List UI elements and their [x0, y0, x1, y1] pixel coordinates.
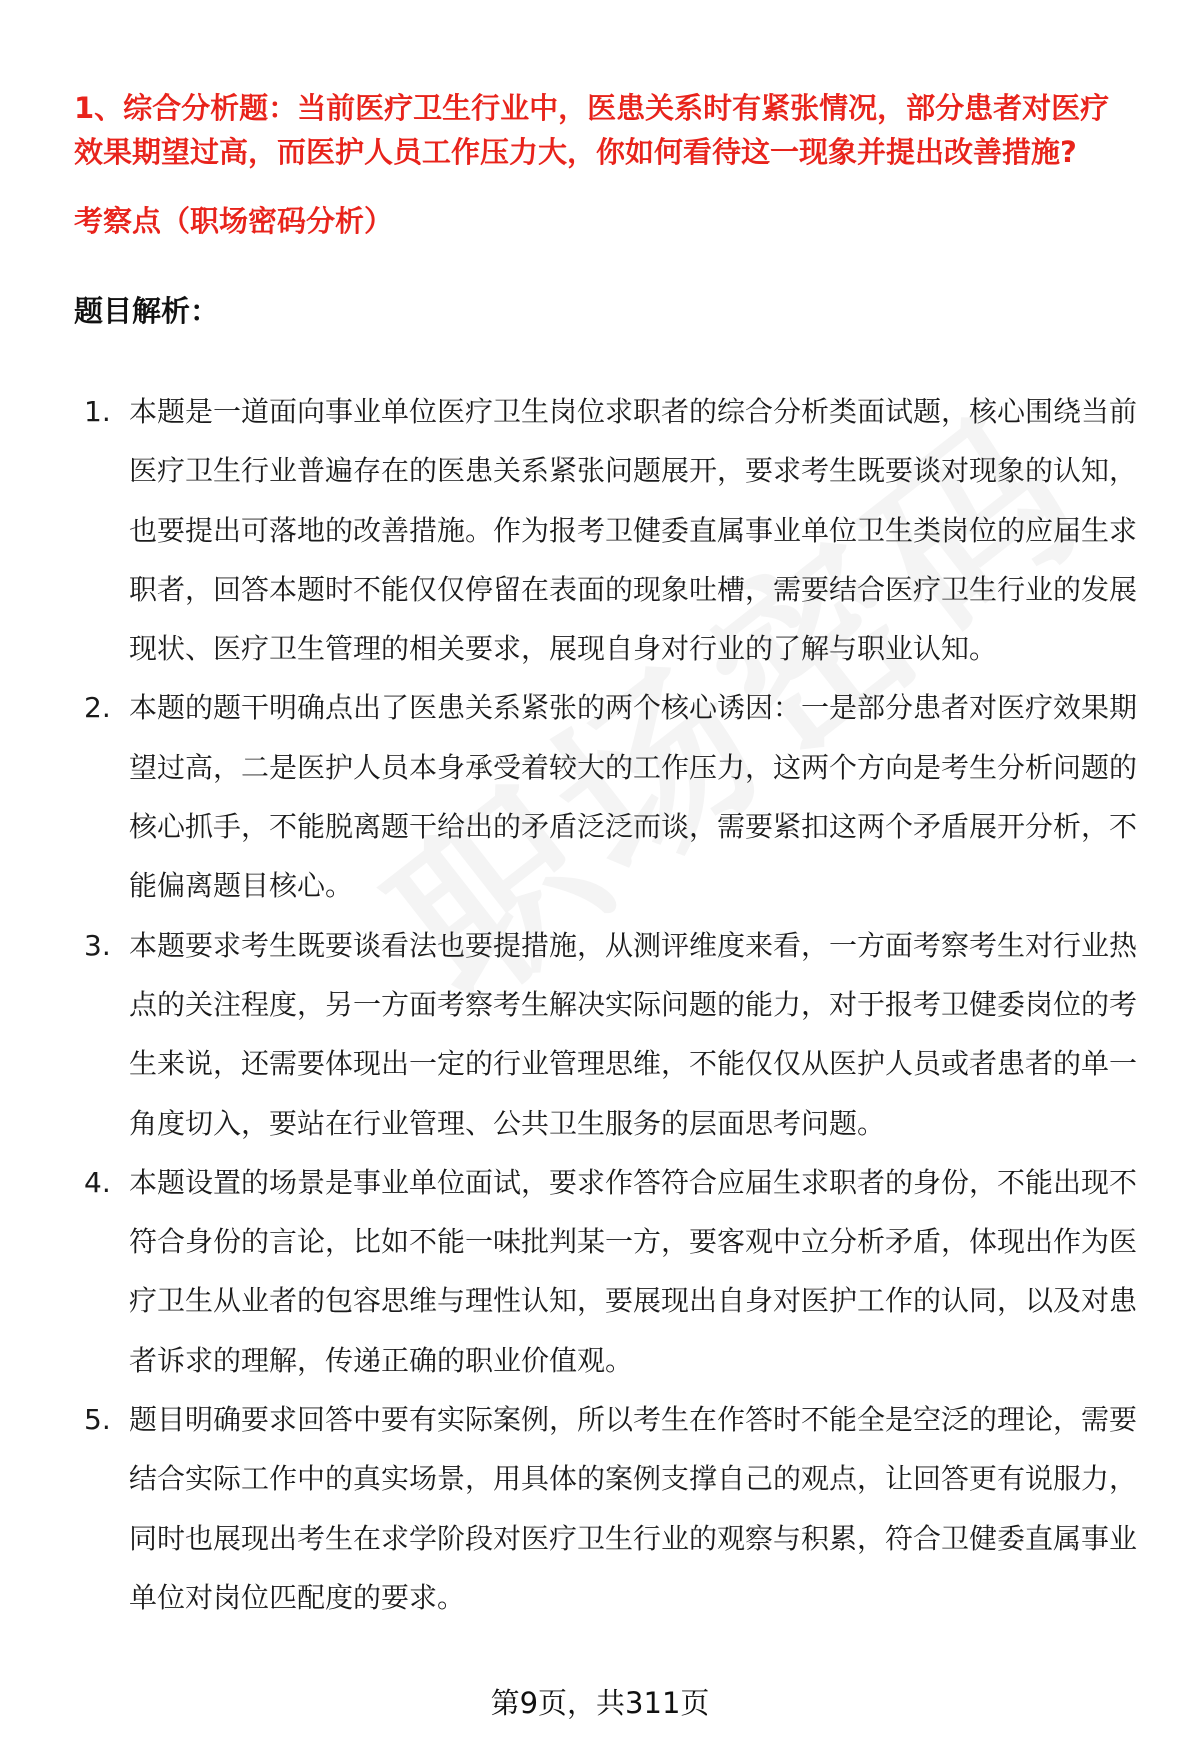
analysis-item-2	[84, 678, 1144, 915]
analysis-item-5	[84, 1390, 1144, 1627]
analysis-item-4	[84, 1153, 1144, 1390]
item-text: 本题设置的场景是事业单位面试，要求作答符合应届生求职者的身份，不能出现不符合身份的言论，比如不能一味批判某一方，要客观中立分析矛盾，体现出作为医疗卫生从业者的包容思维与理性认知，要展现出自身对医护工作的认同，以及对患者诉求的理解，传递正确的职业价值观。	[129, 1165, 1138, 1377]
item-text: 本题是一道面向事业单位医疗卫生岗位求职者的综合分析类面试题，核心围绕当前医疗卫生行业普遍存在的医患关系紧张问题展开，要求考生既要谈对现象的认知，也要提出可落地的改善措施。作为报考卫健委直属事业单位卫生类岗位的应届生求职者，回答本题时不能仅仅停留在表面的现象吐槽，需要结合医疗卫生行业的发展现状、医疗卫生管理的相关要求，展现自身对行业的了解与职业认知。	[129, 395, 1138, 666]
item-number: 2.	[84, 691, 111, 725]
item-number: 3.	[84, 928, 111, 962]
item-text: 本题要求考生既要谈看法也要提措施，从测评维度来看，一方面考察考生对行业热点的关注程度，另一方面考察考生解决实际问题的能力，对于报考卫健委岗位的考生来说，还需要体现出一定的行业管理思维，不能仅仅从医护人员或者患者的单一角度切入，要站在行业管理、公共卫生服务的层面思考问题。	[129, 928, 1138, 1140]
item-text: 题目明确要求回答中要有实际案例，所以考生在作答时不能全是空泛的理论，需要结合实际工作中的真实场景，用具体的案例支撑自己的观点，让回答更有说服力，同时也展现出考生在求学阶段对医疗卫生行业的观察与积累，符合卫健委直属事业单位对岗位匹配度的要求。	[129, 1403, 1138, 1614]
analysis-heading: 题目解析：	[74, 294, 220, 328]
analysis-list	[84, 382, 1144, 1627]
item-number: 1.	[84, 395, 111, 428]
question-title: 1、综合分析题：当前医疗卫生行业中，医患关系时有紧张情况，部分患者对医疗效果期望过高，而医护人员工作压力大，你如何看待这一现象并提出改善措施?	[74, 91, 1110, 169]
item-number: 4.	[84, 1165, 111, 1199]
item-number: 5.	[84, 1403, 111, 1437]
analysis-item-3	[84, 916, 1144, 1153]
exam-point-label: 考察点（职场密码分析）	[74, 204, 394, 238]
item-text: 本题的题干明确点出了医患关系紧张的两个核心诱因：一是部分患者对医疗效果期望过高，二是医护人员本身承受着较大的工作压力，这两个方向是考生分析问题的核心抓手，不能脱离题干给出的矛盾泛泛而谈，需要紧扣这两个矛盾展开分析，不能偏离题目核心。	[129, 691, 1138, 903]
page-footer: 第9页，共311页	[490, 1686, 710, 1720]
analysis-item-1	[84, 382, 1144, 678]
